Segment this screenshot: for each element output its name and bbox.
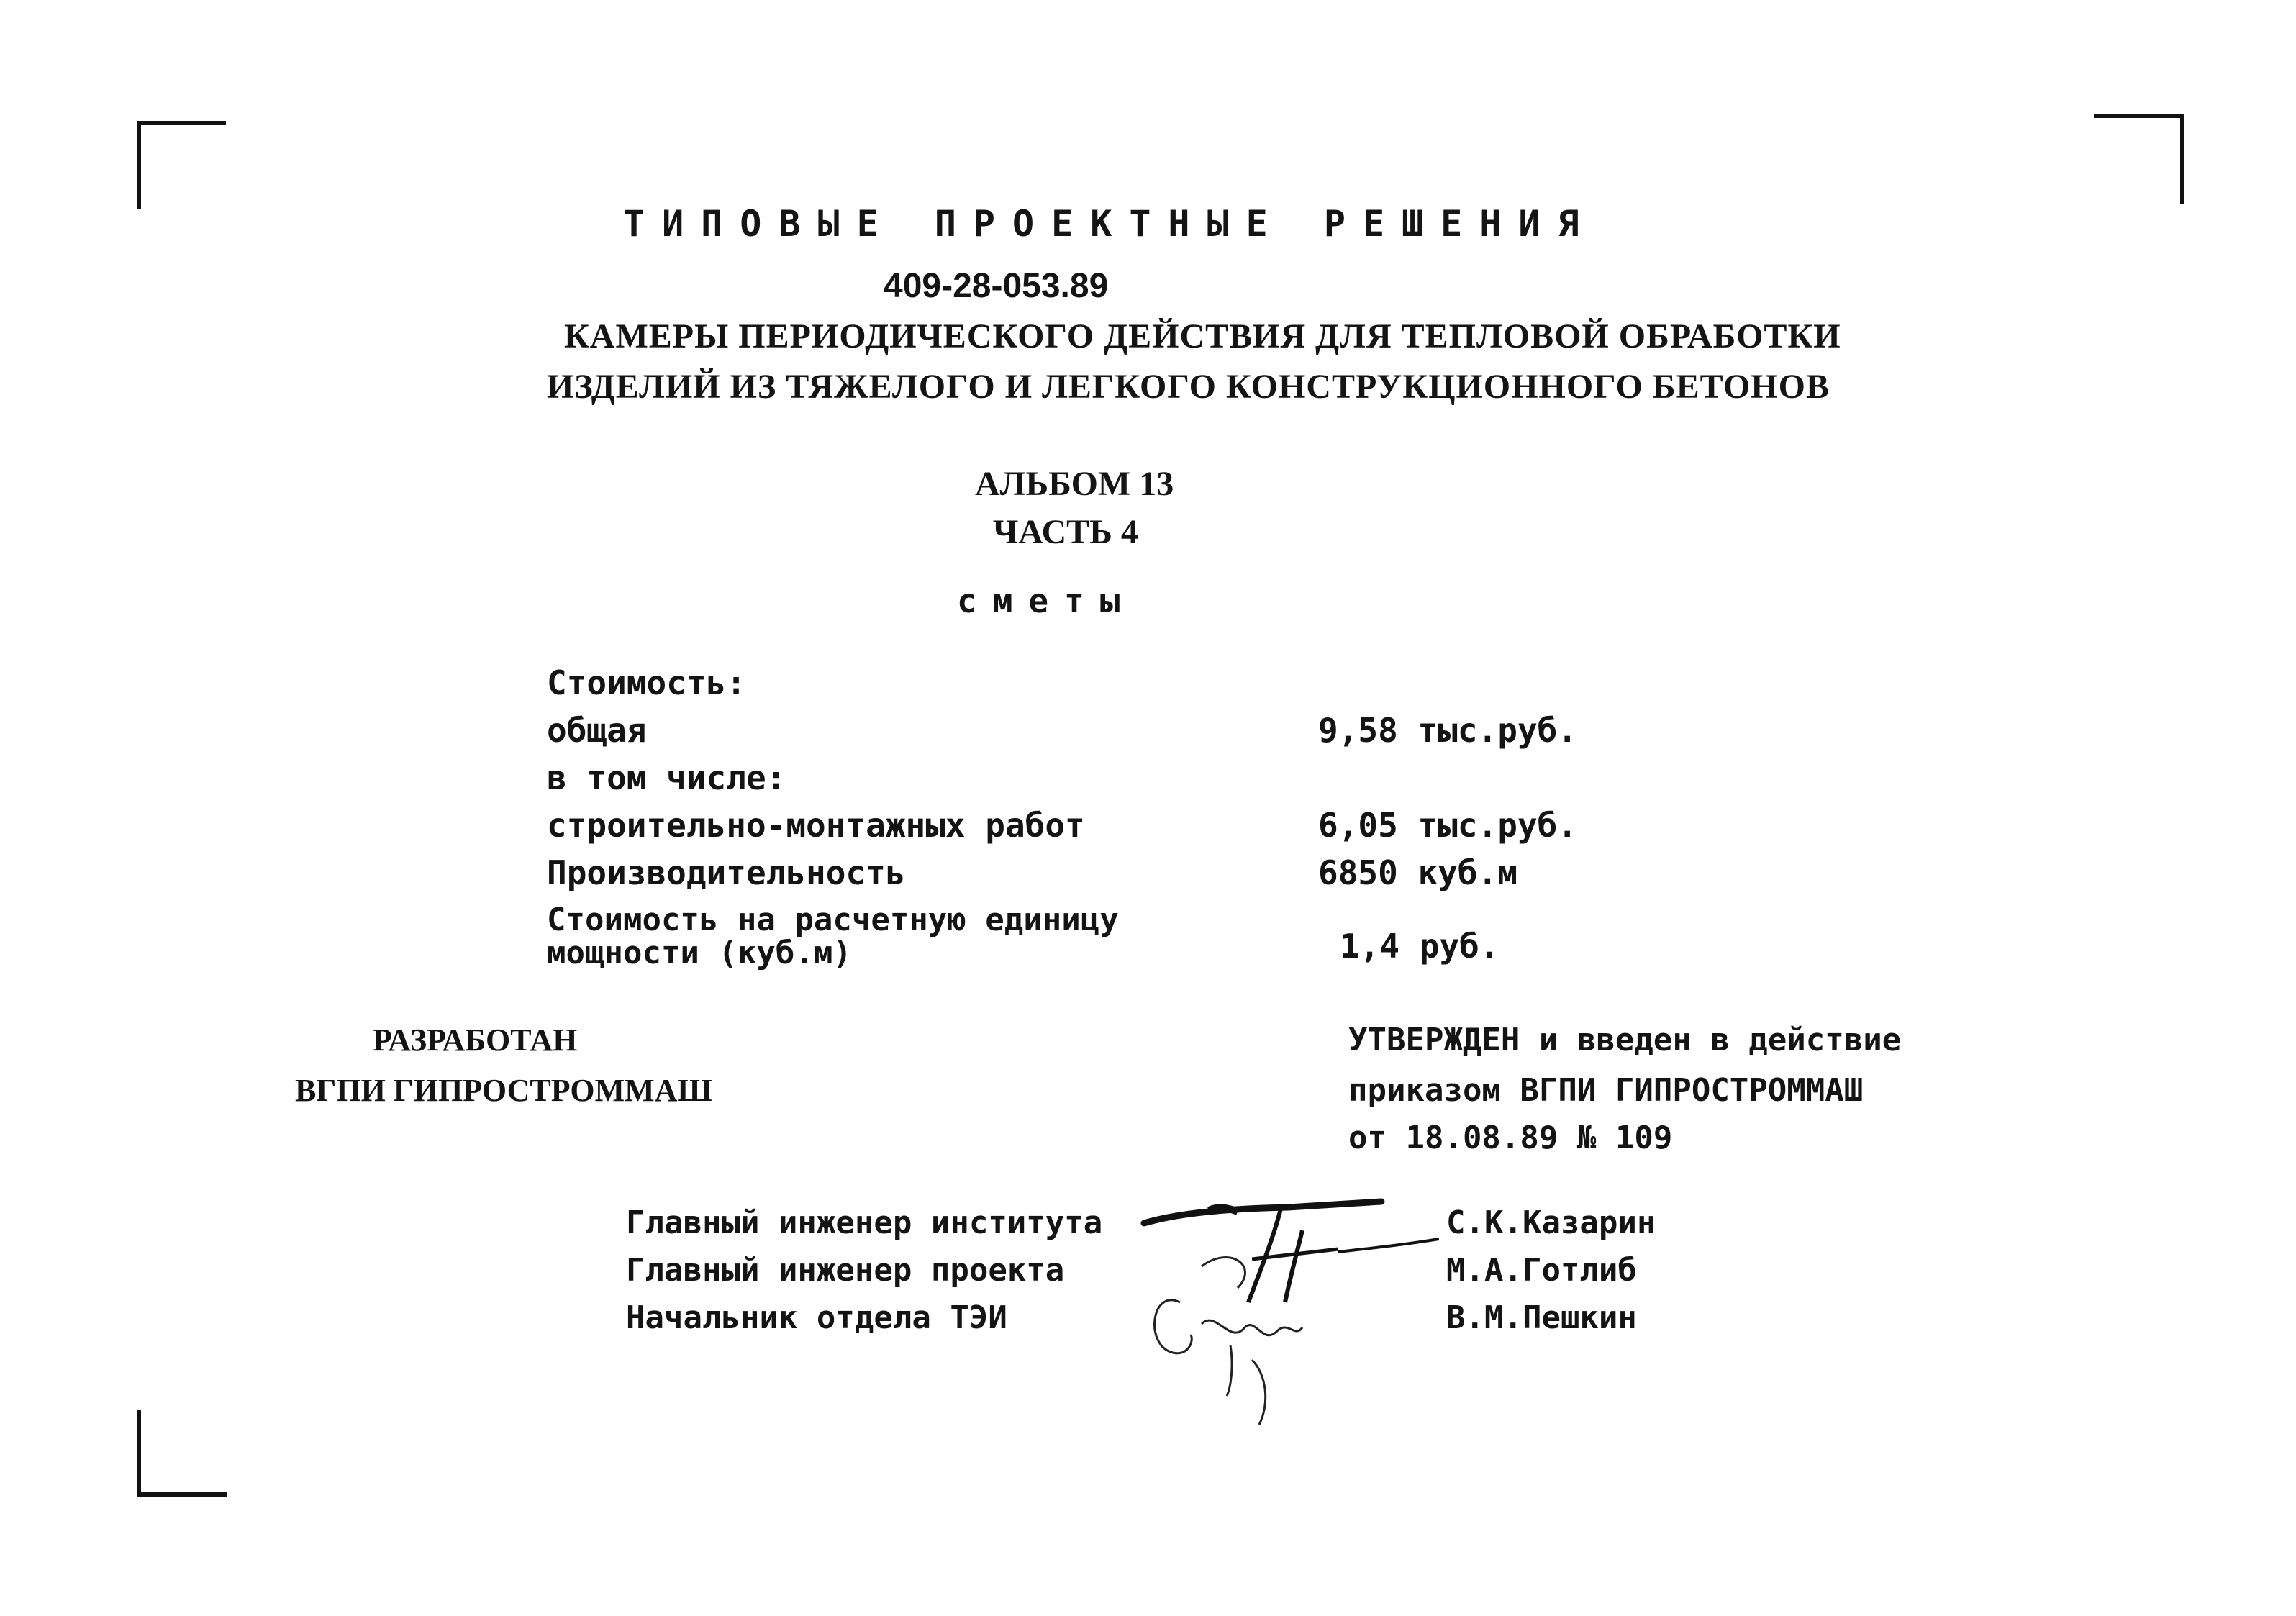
signatory-role-2: Главный инженер проекта bbox=[626, 1252, 1065, 1289]
unit-cost-label-line2: мощности (куб.м) bbox=[547, 935, 852, 971]
including-label: в том числе: bbox=[547, 758, 786, 797]
cost-heading: Стоимость: bbox=[547, 663, 746, 702]
project-subtitle-line1: КАМЕРЫ ПЕРИОДИЧЕСКОГО ДЕЙСТВИЯ ДЛЯ ТЕПЛОВОЙ ОБРАБОТКИ bbox=[564, 317, 1841, 355]
productivity-label: Производительность bbox=[547, 853, 906, 892]
signatory-name-1: С.К.Казарин bbox=[1446, 1204, 1656, 1241]
total-cost-value: 9,58 тыс.руб. bbox=[1318, 711, 1578, 750]
project-subtitle-line2: ИЗДЕЛИЙ ИЗ ТЯЖЕЛОГО И ЛЕГКОГО КОНСТРУКЦИОННОГО БЕТОНОВ bbox=[547, 368, 1830, 406]
signatory-name-3: В.М.Пешкин bbox=[1446, 1299, 1637, 1336]
approval-line1: УТВЕРЖДЕН и введен в действие bbox=[1348, 1022, 1902, 1058]
developer-organization: ВГПИ ГИПРОСТРОММАШ bbox=[295, 1073, 712, 1108]
construction-cost-label: строительно-монтажных работ bbox=[547, 806, 1085, 845]
album-number: АЛЬБОМ 13 bbox=[975, 465, 1174, 503]
total-cost-label: общая bbox=[547, 711, 647, 750]
signatory-name-2: М.А.Готлиб bbox=[1446, 1252, 1637, 1289]
handwritten-signatures bbox=[1122, 1180, 1439, 1453]
construction-cost-value: 6,05 тыс.руб. bbox=[1318, 806, 1578, 845]
project-code: 409-28-053.89 bbox=[884, 267, 1109, 305]
approval-line3: от 18.08.89 № 109 bbox=[1348, 1120, 1673, 1156]
approval-line2: приказом ВГПИ ГИПРОСТРОММАШ bbox=[1348, 1072, 1864, 1109]
signatory-role-3: Начальник отдела ТЭИ bbox=[626, 1299, 1007, 1336]
document-series-title: ТИПОВЫЕ ПРОЕКТНЫЕ РЕШЕНИЯ bbox=[623, 203, 1597, 245]
corner-mark-top-left bbox=[137, 121, 226, 209]
document-type: сметы bbox=[957, 581, 1136, 620]
part-number: ЧАСТЬ 4 bbox=[993, 513, 1138, 551]
corner-mark-top-right bbox=[2094, 114, 2184, 204]
corner-mark-bottom-left bbox=[137, 1410, 227, 1497]
unit-cost-value: 1,4 руб. bbox=[1340, 927, 1499, 966]
signatory-role-1: Главный инженер института bbox=[626, 1204, 1103, 1241]
developer-heading: РАЗРАБОТАН bbox=[373, 1022, 578, 1058]
unit-cost-label-line1: Стоимость на расчетную единицу bbox=[547, 902, 1119, 938]
productivity-value: 6850 куб.м bbox=[1318, 853, 1517, 892]
